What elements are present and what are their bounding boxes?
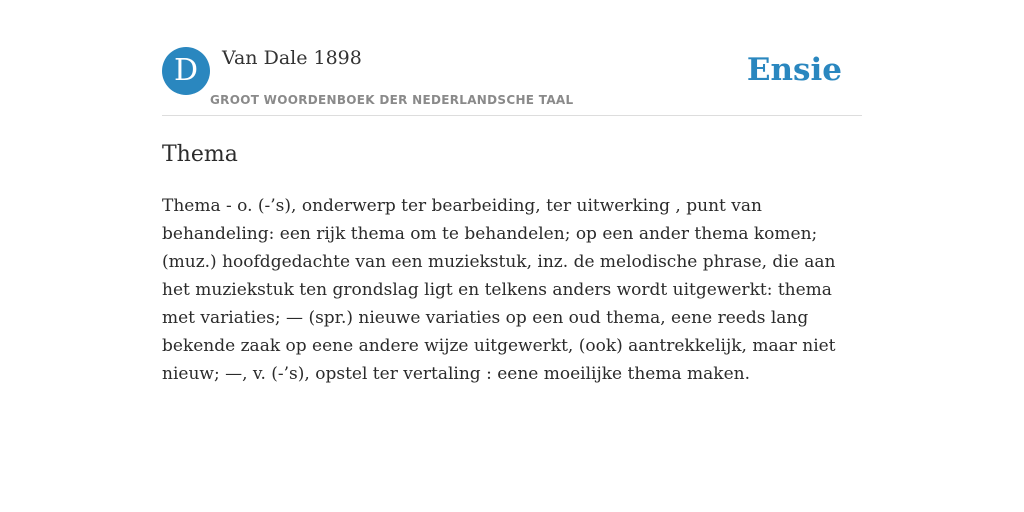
- source-title[interactable]: Van Dale 1898: [222, 47, 362, 69]
- source-subtitle: GROOT WOORDENBOEK DER NEDERLANDSCHE TAAL: [210, 93, 574, 107]
- source-avatar[interactable]: D: [162, 47, 210, 95]
- ensie-logo[interactable]: Ensie: [746, 52, 842, 88]
- header: [162, 46, 862, 116]
- entry-title: Thema: [162, 142, 238, 167]
- entry-definition: Thema - o. (-’s), onderwerp ter bearbeiding, ter uitwerking , punt van behandeling: een rijk thema om te behandelen; op een ander thema komen; (muz.) hoofdgedachte van een muziekstuk, inz. de melodische phrase, die aan het muziekstuk ten grondslag ligt en telkens anders wordt uitgewerkt: thema met variaties; — (spr.) nieuwe variaties op een oud thema, eene reeds lang bekende zaak op eene andere wijze uitgewerkt, (ook) aantrekkelijk, maar niet nieuw; —, v. (-’s), opstel ter vertaling : eene moeilijke thema maken.: [162, 196, 836, 384]
